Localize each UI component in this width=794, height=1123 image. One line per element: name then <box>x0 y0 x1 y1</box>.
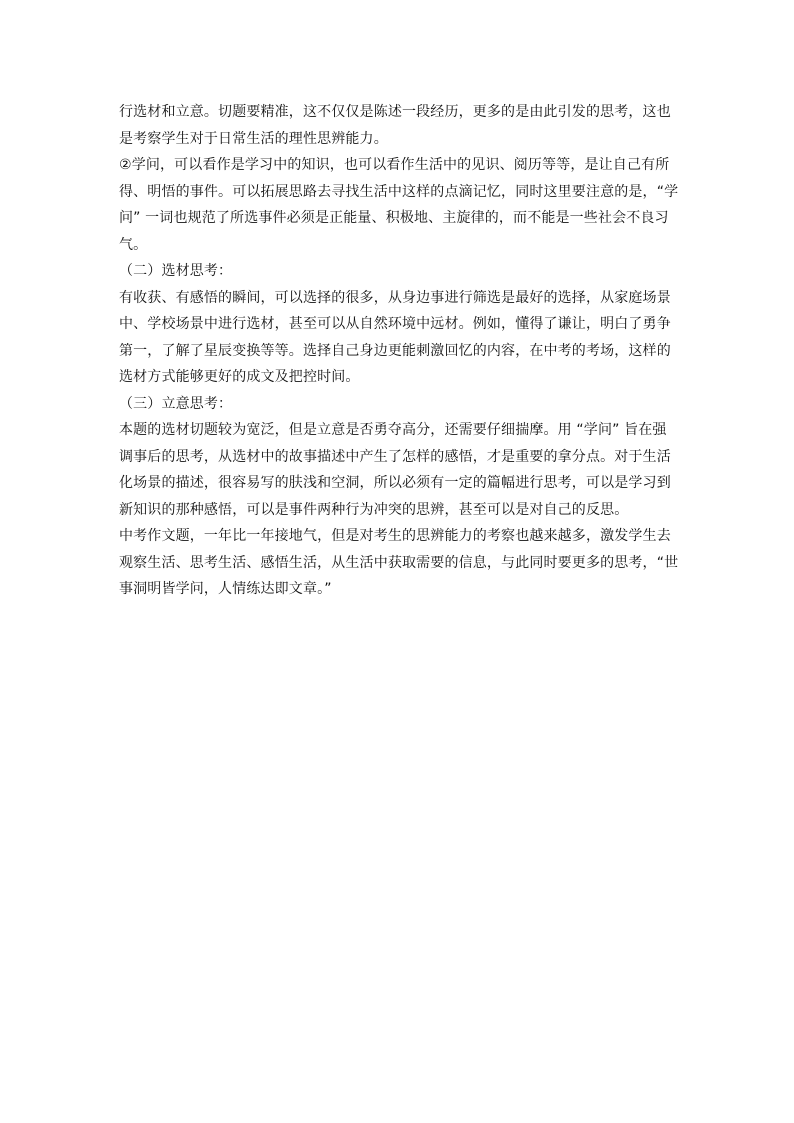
section-heading-intent: （三）立意思考： <box>119 395 233 412</box>
document-body <box>119 99 679 603</box>
section-heading-material-selection: （二）选材思考： <box>119 263 233 279</box>
paragraph-material-selection: 有收获、有感悟的瞬间，可以选择的很多，从身边事进行筛选是最好的选择，从家庭场景 中、学校场景中进行选材，甚至可以从自然环境中远材。例如，懂得了谦让，明白了勇争 第一，了解了星辰变换等等。选择自己身边更能刺激回忆的内容，在中考的考场，这样的 选材方式能够更好的成文及把控时间。 <box>119 289 671 385</box>
paragraph-conclusion: 中考作文题，一年比一年接地气，但是对考生的思辨能力的考察也越来越多，激发学生去 观察生活、思考生活、感悟生活，从生活中获取需要的信息，与此同时要更多的思考，“世 事洞明皆学问，人情练达即文章。” <box>119 528 679 597</box>
paragraph-selection-and-intent: 行选材和立意。切题要精准，这不仅仅是陈述一段经历，更多的是由此引发的思考，这也 是考察学生对于日常生活的理性思辨能力。 <box>119 104 671 147</box>
paragraph-learning-definition: ②学问，可以看作是学习中的知识，也可以看作生活中的见识、阅历等等，是让自己有所 得、明悟的事件。可以拓展思路去寻找生活中这样的点滴记忆，同时这里要注意的是，“学 问” 一词也规范了所选事件必须是正能量、积极地、主旋律的，而不能是一些社会不良习 气。 <box>119 157 679 253</box>
paragraph-intent: 本题的选材切题较为宽泛，但是立意是否勇夺高分，还需要仔细揣摩。用 “学问” 旨在强 调事后的思考，从选材中的故事描述中产生了怎样的感悟，才是重要的拿分点。对于生活 化场景的描述，很容易写的肤浅和空洞，所以必须有一定的篇幅进行思考，可以是学习到 新知识的那种感悟，可以是事件两种行为冲突的思辨，甚至可以是对自己的反思。 <box>119 422 671 518</box>
